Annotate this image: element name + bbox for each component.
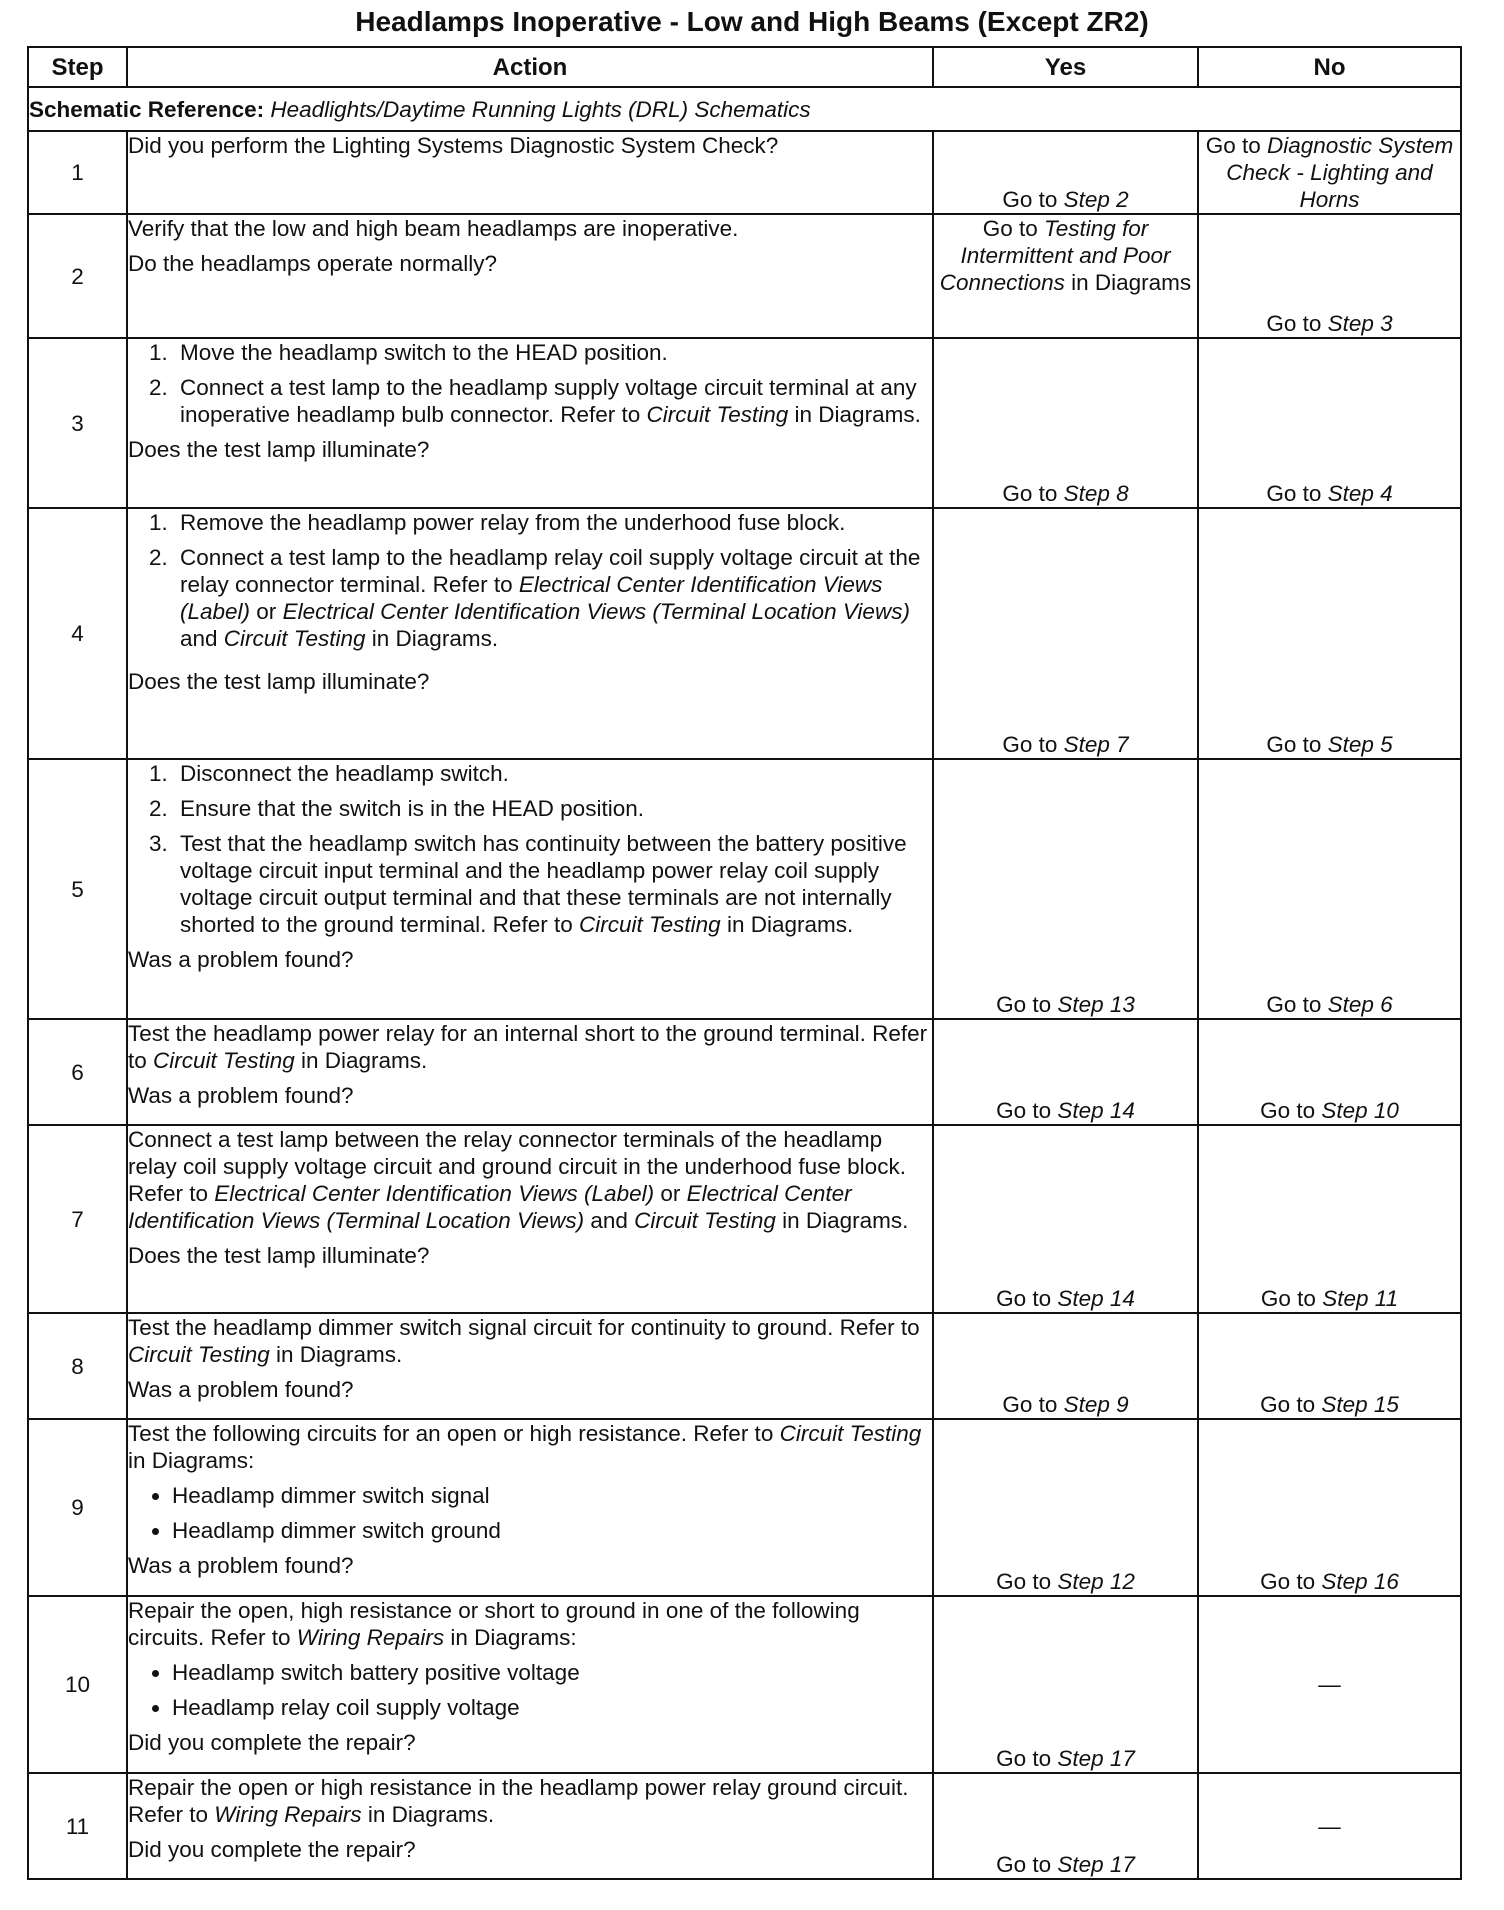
step-number: 1	[28, 131, 127, 214]
yes-target: Step 14	[1057, 1286, 1135, 1311]
page-title: Headlamps Inoperative - Low and High Beams (Except ZR2)	[355, 6, 1149, 37]
no-prefix: Go to	[1260, 1098, 1322, 1123]
yes-result	[933, 1596, 1198, 1773]
yes-result	[933, 131, 1198, 214]
step-number: 9	[28, 1419, 127, 1596]
step-action	[127, 1596, 933, 1773]
yes-result	[933, 1019, 1198, 1125]
instruction-list	[128, 339, 932, 428]
table-row	[28, 338, 1461, 508]
table-row	[28, 1313, 1461, 1419]
schematic-reference-row	[28, 87, 1461, 131]
no-result	[1198, 338, 1461, 508]
no-prefix: Go to	[1260, 1569, 1322, 1594]
step-number: 5	[28, 759, 127, 1019]
step-instruction: Test the headlamp dimmer switch signal circuit for continuity to ground. Refer to Circuit Testing in Diagrams.	[128, 1315, 920, 1367]
step-question: Does the test lamp illuminate?	[128, 1243, 430, 1268]
yes-result	[933, 508, 1198, 759]
no-result: —	[1198, 1773, 1461, 1879]
yes-target: Step 7	[1063, 732, 1129, 757]
no-prefix: Go to	[1205, 133, 1267, 158]
list-item: • Headlamp switch battery positive voltage	[172, 1659, 932, 1686]
no-target: Step 16	[1321, 1569, 1399, 1594]
table-row	[28, 214, 1461, 338]
no-result	[1198, 759, 1461, 1019]
yes-prefix: Go to	[996, 1098, 1058, 1123]
yes-result	[933, 1125, 1198, 1313]
no-result	[1198, 131, 1461, 214]
step-instruction: Repair the open or high resistance in the headlamp power relay ground circuit. Refer to Wiring Repairs in Diagrams.	[128, 1775, 909, 1827]
step-instruction: Verify that the low and high beam headlamps are inoperative.	[128, 216, 739, 241]
no-target: Step 6	[1327, 992, 1393, 1017]
step-action	[127, 1125, 933, 1313]
yes-result	[933, 214, 1198, 338]
instruction-item: 1. Disconnect the headlamp switch.	[174, 760, 932, 787]
yes-target: Step 13	[1057, 992, 1135, 1017]
step-question: Does the test lamp illuminate?	[128, 437, 430, 462]
yes-prefix: Go to	[1002, 481, 1064, 506]
no-target: Step 5	[1327, 732, 1393, 757]
yes-result	[933, 1419, 1198, 1596]
step-instruction: Test the following circuits for an open or high resistance. Refer to Circuit Testing in Diagrams:	[128, 1421, 922, 1473]
table-row	[28, 1419, 1461, 1596]
schematic-reference-label: Schematic Reference:	[29, 96, 265, 122]
list-item: • Headlamp dimmer switch ground	[172, 1517, 932, 1544]
yes-target: Step 17	[1057, 1746, 1135, 1771]
step-question: Do the headlamps operate normally?	[128, 251, 497, 276]
no-target: Step 4	[1327, 481, 1393, 506]
step-action	[127, 214, 933, 338]
no-target: Step 3	[1327, 311, 1393, 336]
step-question: Was a problem found?	[128, 1377, 354, 1402]
yes-result	[933, 759, 1198, 1019]
yes-prefix: Go to	[982, 216, 1045, 241]
step-action	[127, 1773, 933, 1879]
list-item: • Headlamp relay coil supply voltage	[172, 1694, 932, 1721]
header-action: Action	[127, 47, 933, 87]
instruction-item: 1. Remove the headlamp power relay from the underhood fuse block.	[174, 509, 932, 536]
yes-target: Step 9	[1063, 1392, 1129, 1417]
step-action	[127, 1019, 933, 1125]
step-number: 2	[28, 214, 127, 338]
instruction-item: 2. Connect a test lamp to the headlamp relay coil supply voltage circuit at the relay connector terminal. Refer to Electrical Center Identification Views (Label) or Electrical Center Identification Views (Terminal Location Views) and Circuit Testing in Diagrams.	[174, 544, 932, 652]
yes-target: Step 14	[1057, 1098, 1135, 1123]
instruction-item: 1. Move the headlamp switch to the HEAD position.	[174, 339, 932, 366]
step-question: Was a problem found?	[128, 947, 354, 972]
yes-target: Step 12	[1057, 1569, 1135, 1594]
yes-target: Step 2	[1063, 187, 1129, 212]
table-row	[28, 131, 1461, 214]
step-number: 7	[28, 1125, 127, 1313]
no-prefix: Go to	[1266, 311, 1328, 336]
yes-prefix: Go to	[1002, 187, 1064, 212]
table-row	[28, 508, 1461, 759]
no-result	[1198, 1125, 1461, 1313]
step-instruction: Test the headlamp power relay for an internal short to the ground terminal. Refer to Circuit Testing in Diagrams.	[128, 1021, 928, 1073]
step-question: Was a problem found?	[128, 1553, 354, 1578]
list-item: • Headlamp dimmer switch signal	[172, 1482, 932, 1509]
circuit-list	[128, 1482, 932, 1544]
header-yes: Yes	[933, 47, 1198, 87]
no-prefix: Go to	[1266, 732, 1328, 757]
step-action	[127, 1313, 933, 1419]
yes-prefix: Go to	[996, 1569, 1058, 1594]
yes-prefix: Go to	[996, 1746, 1058, 1771]
no-prefix: Go to	[1266, 481, 1328, 506]
yes-result	[933, 338, 1198, 508]
yes-prefix: Go to	[996, 992, 1058, 1017]
yes-target: Step 8	[1063, 481, 1129, 506]
no-prefix: Go to	[1266, 992, 1328, 1017]
no-result	[1198, 1019, 1461, 1125]
yes-result	[933, 1773, 1198, 1879]
no-result	[1198, 508, 1461, 759]
no-prefix: Go to	[1260, 1286, 1323, 1311]
yes-target: Testing for Intermittent and Poor Connections	[939, 216, 1171, 295]
step-action	[127, 759, 933, 1019]
yes-prefix: Go to	[1002, 732, 1064, 757]
header-row	[28, 47, 1461, 87]
table-row	[28, 1125, 1461, 1313]
step-question: Does the test lamp illuminate?	[128, 669, 430, 694]
no-prefix: Go to	[1260, 1392, 1322, 1417]
step-action	[127, 131, 933, 214]
step-number: 11	[28, 1773, 127, 1879]
step-number: 3	[28, 338, 127, 508]
no-target: Diagnostic System Check - Lighting and Horns	[1226, 133, 1454, 212]
yes-prefix: Go to	[996, 1286, 1058, 1311]
step-question: Was a problem found?	[128, 1083, 354, 1108]
yes-prefix: Go to	[1002, 1392, 1064, 1417]
instruction-list	[128, 760, 932, 938]
step-action	[127, 338, 933, 508]
header-step: Step	[28, 47, 127, 87]
step-number: 8	[28, 1313, 127, 1419]
circuit-list	[128, 1659, 932, 1721]
schematic-reference-value: Headlights/Daytime Running Lights (DRL) Schematics	[270, 96, 811, 122]
step-action	[127, 508, 933, 759]
step-question: Did you perform the Lighting Systems Diagnostic System Check?	[128, 133, 779, 158]
yes-prefix: Go to	[996, 1852, 1058, 1877]
no-result	[1198, 1313, 1461, 1419]
instruction-list	[128, 509, 932, 652]
step-number: 6	[28, 1019, 127, 1125]
table-row	[28, 1596, 1461, 1773]
header-no: No	[1198, 47, 1461, 87]
no-target: Step 10	[1321, 1098, 1399, 1123]
step-question: Did you complete the repair?	[128, 1730, 416, 1755]
no-result: —	[1198, 1596, 1461, 1773]
yes-target: Step 17	[1057, 1852, 1135, 1877]
no-target: Step 11	[1322, 1286, 1399, 1311]
step-question: Did you complete the repair?	[128, 1837, 416, 1862]
table-row	[28, 1773, 1461, 1879]
diagnostic-table	[27, 46, 1462, 1880]
table-row	[28, 759, 1461, 1019]
schematic-reference	[28, 87, 1461, 131]
instruction-item: 2. Ensure that the switch is in the HEAD position.	[174, 795, 932, 822]
step-instruction: Connect a test lamp between the relay connector terminals of the headlamp relay coil supply voltage circuit and ground circuit in the underhood fuse block. Refer to Electrical Center Identification Views (Label) or Electrical Center Identification Views (Terminal Location Views) and Circuit Testing in Diagrams.	[128, 1127, 909, 1233]
step-number: 10	[28, 1596, 127, 1773]
no-target: Step 15	[1321, 1392, 1399, 1417]
step-number: 4	[28, 508, 127, 759]
instruction-item: 3. Test that the headlamp switch has continuity between the battery positive voltage circuit input terminal and the headlamp power relay coil supply voltage circuit output terminal and that these terminals are not internally shorted to the ground terminal. Refer to Circuit Testing in Diagrams.	[174, 830, 932, 938]
instruction-item: 2. Connect a test lamp to the headlamp supply voltage circuit terminal at any inoperative headlamp bulb connector. Refer to Circuit Testing in Diagrams.	[174, 374, 932, 428]
no-result	[1198, 214, 1461, 338]
step-action	[127, 1419, 933, 1596]
yes-result	[933, 1313, 1198, 1419]
step-instruction: Repair the open, high resistance or short to ground in one of the following circuits. Refer to Wiring Repairs in Diagrams:	[128, 1598, 860, 1650]
no-result	[1198, 1419, 1461, 1596]
yes-suffix: in Diagrams	[1064, 270, 1192, 295]
table-row	[28, 1019, 1461, 1125]
